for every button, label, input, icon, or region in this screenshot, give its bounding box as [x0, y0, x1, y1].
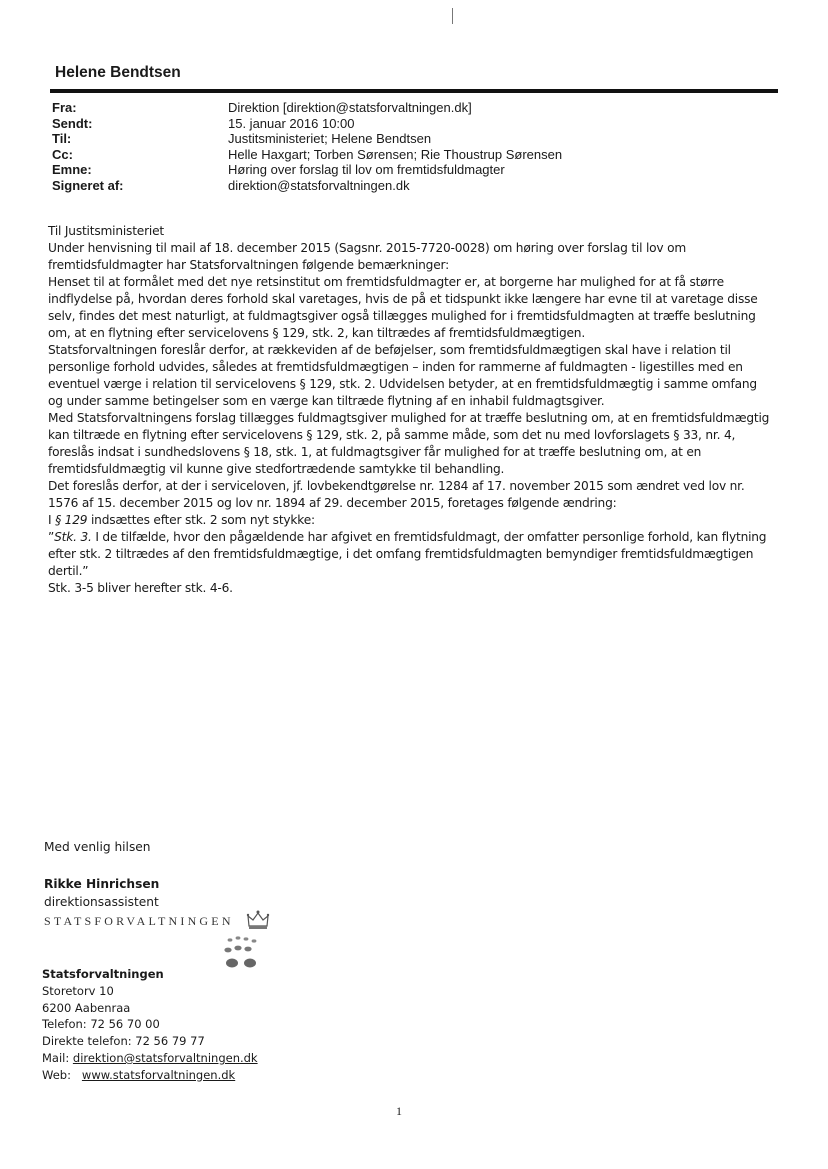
para5-suffix: indsættes efter stk. 2 som nyt stykke: [87, 513, 315, 527]
email-body [48, 223, 773, 597]
meta-row-to [52, 131, 752, 147]
page-number: 1 [396, 1104, 402, 1118]
paragraph-2: Statsforvaltningen foreslår derfor, at rækkeviden af de beføjelser, som fremtidsfuldmægtigen skal have i relation til personlige forhold udvides, således at fremtidsfuldmægtigen – inden for rammerne af fuldmagten - ligestilles med en eventuel værge i relation til servicelovens § 129, stk. 2. Udvidelsen betyder, at en fremtidsfuldmægtig i samme omfang og under samme betingelser som en værge kan tiltræde flytning af en inhabil fuldmagtsgiver. [48, 343, 757, 408]
meta-value: Helle Haxgart; Torben Sørensen; Rie Thoustrup Sørensen [228, 146, 563, 162]
paragraph-6: Stk. 3-5 bliver herefter stk. 4-6. [48, 581, 233, 595]
org-contact-block [42, 966, 258, 1084]
meta-value: Høring over forslag til lov om fremtidsfuldmagter [228, 162, 505, 177]
scan-mark [452, 8, 453, 24]
para5-section: § 129 [55, 513, 88, 527]
mail-label: Mail: [42, 1050, 73, 1065]
greeting: Til Justitsministeriet [48, 224, 164, 238]
meta-value: 15. januar 2016 10:00 [228, 115, 355, 131]
quote-text: I de tilfælde, hvor den pågældende har afgivet en fremtidsfuldmagt, der omfatter personlige forhold, kan flytning efter stk. 2 tiltrædes af den fremtidsfuldmægtige, i det omfang fremtidsfuldmagten bemyndiger fremtidsfuldmægtigen dertil.” [48, 530, 767, 578]
quote-open: ” [48, 530, 55, 544]
meta-label: Sendt: [52, 115, 93, 131]
meta-label: Emne: [52, 162, 92, 177]
org-street: Storetorv 10 [42, 983, 114, 998]
org-mail-row [42, 1050, 258, 1067]
amendment-quote [48, 529, 773, 580]
meta-row-subject [52, 162, 752, 178]
org-web-row [42, 1067, 258, 1084]
email-meta [52, 100, 752, 193]
meta-label: Cc: [52, 146, 73, 162]
paragraph-4: Det foreslås derfor, at der i serviceloven, jf. lovbekendtgørelse nr. 1284 af 17. november 2015 som ændret ved lov nr. 1576 af 15. december 2015 og lov nr. 1894 af 29. december 2015, foretages følgende ændring: [48, 479, 745, 510]
meta-row-from [52, 100, 752, 116]
meta-label: Til: [52, 131, 72, 146]
signer-name: Rikke Hinrichsen [44, 877, 160, 891]
meta-value: Justitsministeriet; Helene Bendtsen [228, 131, 432, 146]
meta-row-cc [52, 147, 752, 163]
signer-title: direktionsassistent [44, 895, 159, 909]
web-link[interactable]: www.statsforvaltningen.dk [81, 1067, 236, 1082]
meta-value: direktion@statsforvaltningen.dk [228, 177, 410, 193]
crown-icon [246, 909, 270, 931]
paragraph-5 [48, 512, 773, 529]
meta-row-signed [52, 178, 752, 194]
sender-name: Helene Bendtsen [55, 64, 181, 81]
mail-link[interactable]: direktion@statsforvaltningen.dk [72, 1050, 258, 1065]
org-city: 6200 Aabenraa [42, 1000, 131, 1015]
meta-label: Fra: [52, 100, 77, 115]
web-label: Web: [42, 1067, 82, 1082]
quote-stk: Stk. 3. [54, 530, 92, 544]
paragraph-3: Med Statsforvaltningens forslag tillægges fuldmagtsgiver mulighed for at træffe beslutning om, at en fremtidsfuldmægtig kan tiltræde en flytning efter servicelovens § 129, stk. 2, på samme måde, som det nu med lovforslagets § 33, nr. 4, foreslås indsat i sundhedslovens § 18, stk. 1, at fuldmagtsgiver får mulighed for at træffe beslutning om, at en fremtidsfuldmægtig vil kunne give stedfortrædende samtykke til behandling. [48, 411, 770, 476]
org-direct-phone: Direkte telefon: 72 56 79 77 [42, 1034, 205, 1049]
meta-label: Signeret af: [52, 177, 124, 193]
para5-prefix: I [48, 513, 56, 527]
paragraph-1: Henset til at formålet med det nye retsinstitut om fremtidsfuldmagter er, at borgerne har mulighed for at få større indflydelse på, hvordan deres forhold skal varetages, hvis de på et tidspunkt ikke længere har evne til at varetage disse selv, findes det mest naturligt, at fuldmagtsgiver også tillægges mulighed for i fremtidsfuldmagten at træffe beslutning om, at en flytning efter servicelovens § 129, stk. 2, kan tiltrædes af fremtidsfuldmægtigen. [48, 275, 758, 340]
org-name: Statsforvaltningen [42, 967, 164, 981]
intro-paragraph: Under henvisning til mail af 18. december 2015 (Sagsnr. 2015-7720-0028) om høring over forslag til lov om fremtidsfuldmagter har Statsforvaltningen følgende bemærkninger: [48, 241, 687, 272]
org-phone: Telefon: 72 56 70 00 [42, 1017, 160, 1032]
header-rule [50, 89, 778, 93]
meta-row-sent [52, 116, 752, 132]
meta-value: Direktion [direktion@statsforvaltningen.dk] [228, 100, 472, 115]
closing: Med venlig hilsen [44, 840, 151, 854]
logo-text: STATSFORVALTNINGEN [44, 914, 234, 928]
